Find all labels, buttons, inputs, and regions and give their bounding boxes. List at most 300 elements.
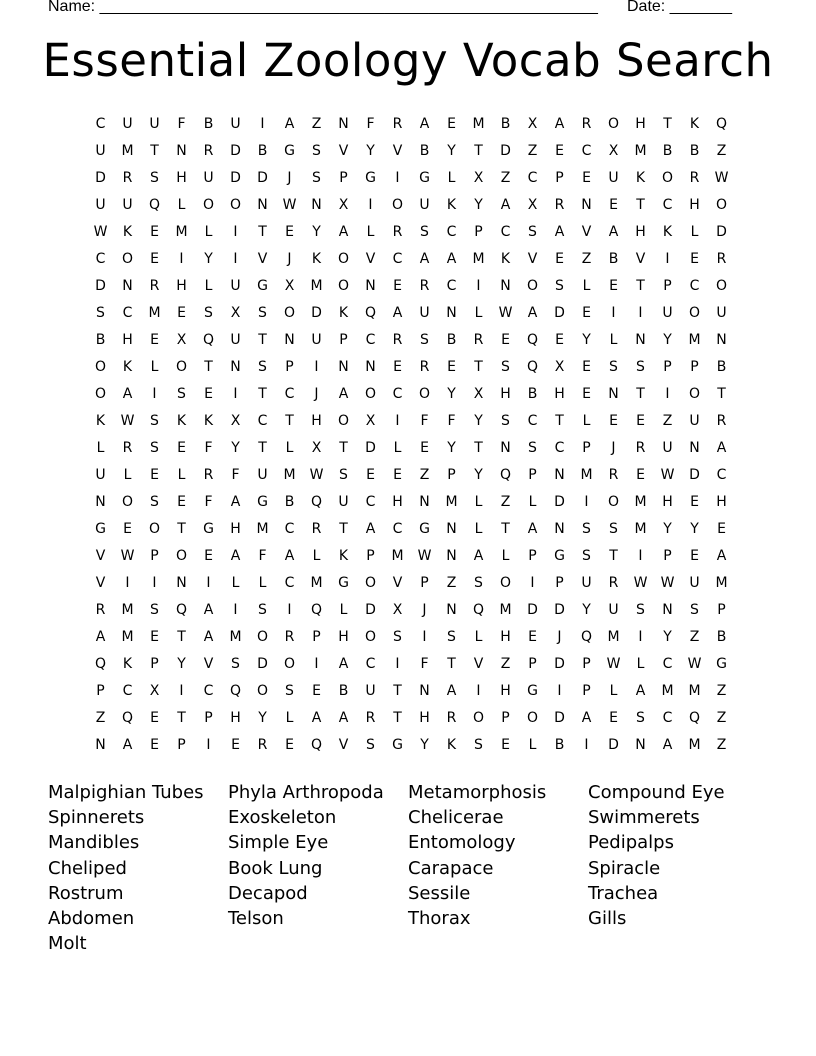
grid-letter: R bbox=[149, 278, 160, 294]
grid-letter: P bbox=[204, 710, 213, 726]
grid-letter: O bbox=[607, 494, 620, 510]
grid-letter: T bbox=[177, 710, 186, 726]
grid-letter: D bbox=[554, 710, 565, 726]
grid-letter: Q bbox=[526, 332, 539, 348]
grid-letter: P bbox=[663, 278, 672, 294]
grid-letter: A bbox=[95, 629, 106, 645]
grid-letter: O bbox=[256, 683, 269, 699]
grid-letter: E bbox=[501, 737, 510, 753]
grid-letter: A bbox=[203, 602, 214, 618]
grid-letter: W bbox=[120, 413, 135, 429]
grid-letter: S bbox=[582, 521, 591, 537]
grid-letter: K bbox=[500, 251, 511, 267]
grid-letter: N bbox=[635, 332, 646, 348]
grid-letter: S bbox=[366, 737, 375, 753]
grid-letter: I bbox=[152, 386, 157, 402]
grid-letter: C bbox=[662, 197, 673, 213]
grid-letter: Z bbox=[716, 710, 727, 726]
grid-letter: A bbox=[500, 197, 511, 213]
grid-letter: U bbox=[662, 305, 673, 321]
grid-letter: B bbox=[446, 332, 457, 348]
grid-letter: R bbox=[608, 467, 619, 483]
grid-letter: S bbox=[420, 224, 429, 240]
word-list-item: Metamorphosis bbox=[408, 782, 547, 803]
grid-letter: H bbox=[500, 386, 511, 402]
grid-letter: N bbox=[446, 548, 457, 564]
grid-letter: Q bbox=[121, 710, 134, 726]
grid-letter: V bbox=[581, 224, 592, 240]
grid-letter: A bbox=[122, 737, 133, 753]
grid-letter: X bbox=[176, 332, 187, 348]
grid-letter: M bbox=[688, 737, 701, 753]
grid-letter: I bbox=[665, 251, 670, 267]
grid-letter: V bbox=[95, 548, 106, 564]
grid-letter: T bbox=[663, 116, 672, 132]
grid-letter: E bbox=[528, 629, 537, 645]
grid-letter: N bbox=[554, 521, 565, 537]
grid-letter: P bbox=[582, 683, 591, 699]
grid-letter: E bbox=[204, 548, 213, 564]
grid-letter: S bbox=[312, 143, 321, 159]
grid-letter: W bbox=[660, 467, 675, 483]
grid-letter: F bbox=[231, 467, 240, 483]
grid-letter: P bbox=[555, 575, 564, 591]
grid-letter: H bbox=[122, 332, 133, 348]
grid-letter: C bbox=[527, 413, 538, 429]
grid-letter: C bbox=[203, 683, 214, 699]
grid-letter: V bbox=[473, 656, 484, 672]
grid-letter: Z bbox=[716, 683, 727, 699]
grid-letter: Z bbox=[500, 170, 511, 186]
grid-letter: S bbox=[609, 359, 618, 375]
grid-letter: S bbox=[258, 359, 267, 375]
grid-letter: T bbox=[177, 521, 186, 537]
grid-letter: W bbox=[93, 224, 108, 240]
grid-letter: L bbox=[177, 467, 186, 483]
grid-letter: K bbox=[95, 413, 106, 429]
grid-letter: T bbox=[339, 521, 348, 537]
grid-letter: N bbox=[95, 737, 106, 753]
grid-letter: E bbox=[555, 251, 564, 267]
grid-letter: I bbox=[638, 305, 643, 321]
grid-letter: I bbox=[260, 116, 265, 132]
grid-letter: W bbox=[714, 170, 729, 186]
grid-letter: Q bbox=[310, 494, 323, 510]
grid-letter: E bbox=[177, 440, 186, 456]
grid-letter: H bbox=[230, 521, 241, 537]
grid-letter: B bbox=[716, 629, 727, 645]
grid-letter: O bbox=[202, 197, 215, 213]
grid-letter: S bbox=[150, 170, 159, 186]
grid-letter: N bbox=[608, 386, 619, 402]
grid-letter: D bbox=[311, 305, 322, 321]
word-list-item: Telson bbox=[228, 908, 284, 929]
grid-letter: J bbox=[287, 251, 292, 267]
grid-letter: M bbox=[580, 467, 593, 483]
grid-letter: V bbox=[338, 143, 349, 159]
grid-letter: T bbox=[474, 440, 483, 456]
grid-letter: M bbox=[283, 467, 296, 483]
grid-letter: S bbox=[258, 602, 267, 618]
grid-letter: Z bbox=[527, 143, 538, 159]
grid-letter: A bbox=[419, 251, 430, 267]
grid-letter: B bbox=[608, 251, 619, 267]
grid-letter: X bbox=[284, 278, 295, 294]
grid-letter: C bbox=[365, 656, 376, 672]
grid-letter: J bbox=[314, 386, 319, 402]
grid-letter: U bbox=[230, 278, 241, 294]
grid-letter: O bbox=[121, 494, 134, 510]
grid-letter: L bbox=[393, 440, 402, 456]
grid-letter: K bbox=[311, 251, 322, 267]
grid-letter: V bbox=[392, 143, 403, 159]
letter-grid bbox=[87, 111, 735, 759]
grid-letter: I bbox=[233, 602, 238, 618]
grid-letter: L bbox=[177, 197, 186, 213]
grid-letter: Q bbox=[148, 197, 161, 213]
grid-letter: E bbox=[177, 305, 186, 321]
grid-letter: K bbox=[689, 116, 700, 132]
grid-letter: T bbox=[285, 413, 294, 429]
grid-letter: L bbox=[582, 413, 591, 429]
grid-letter: D bbox=[500, 143, 511, 159]
grid-letter: P bbox=[528, 467, 537, 483]
grid-letter: M bbox=[472, 251, 485, 267]
grid-letter: D bbox=[554, 656, 565, 672]
grid-letter: S bbox=[420, 332, 429, 348]
grid-letter: O bbox=[688, 386, 701, 402]
grid-letter: R bbox=[716, 251, 727, 267]
grid-letter: U bbox=[311, 332, 322, 348]
grid-letter: C bbox=[95, 251, 106, 267]
grid-letter: N bbox=[311, 197, 322, 213]
grid-letter: S bbox=[501, 359, 510, 375]
grid-letter: I bbox=[638, 629, 643, 645]
grid-letter: N bbox=[419, 683, 430, 699]
grid-letter: L bbox=[447, 170, 456, 186]
grid-letter: A bbox=[338, 224, 349, 240]
grid-letter: M bbox=[634, 521, 647, 537]
grid-letter: P bbox=[501, 710, 510, 726]
grid-letter: L bbox=[366, 224, 375, 240]
grid-letter: V bbox=[257, 251, 268, 267]
grid-letter: D bbox=[689, 467, 700, 483]
grid-letter: U bbox=[95, 143, 106, 159]
grid-letter: A bbox=[392, 305, 403, 321]
grid-letter: O bbox=[526, 278, 539, 294]
grid-letter: O bbox=[607, 116, 620, 132]
grid-letter: O bbox=[337, 251, 350, 267]
grid-letter: C bbox=[500, 224, 511, 240]
grid-letter: E bbox=[555, 143, 564, 159]
grid-letter: I bbox=[125, 575, 130, 591]
grid-letter: B bbox=[716, 359, 727, 375]
grid-letter: X bbox=[527, 116, 538, 132]
grid-letter: D bbox=[95, 170, 106, 186]
word-list-item: Trachea bbox=[588, 882, 659, 904]
grid-letter: S bbox=[312, 170, 321, 186]
grid-letter: G bbox=[716, 656, 727, 672]
grid-letter: S bbox=[582, 548, 591, 564]
grid-letter: D bbox=[716, 224, 727, 240]
grid-letter: S bbox=[285, 683, 294, 699]
grid-letter: I bbox=[314, 359, 319, 375]
grid-letter: I bbox=[179, 251, 184, 267]
grid-letter: A bbox=[635, 683, 646, 699]
grid-letter: L bbox=[609, 332, 618, 348]
grid-letter: M bbox=[256, 521, 269, 537]
grid-letter: R bbox=[365, 710, 376, 726]
grid-letter: E bbox=[582, 170, 591, 186]
grid-letter: N bbox=[446, 521, 457, 537]
grid-letter: O bbox=[688, 305, 701, 321]
grid-letter: S bbox=[177, 386, 186, 402]
grid-letter: E bbox=[177, 494, 186, 510]
grid-letter: S bbox=[150, 602, 159, 618]
grid-letter: L bbox=[474, 629, 483, 645]
grid-letter: O bbox=[715, 278, 728, 294]
grid-letter: L bbox=[582, 278, 591, 294]
grid-letter: E bbox=[555, 332, 564, 348]
grid-letter: I bbox=[233, 386, 238, 402]
grid-letter: M bbox=[499, 602, 512, 618]
grid-letter: E bbox=[582, 305, 591, 321]
grid-letter: S bbox=[636, 602, 645, 618]
grid-letter: I bbox=[530, 575, 535, 591]
grid-letter: E bbox=[366, 467, 375, 483]
grid-letter: M bbox=[310, 575, 323, 591]
grid-letter: F bbox=[177, 116, 186, 132]
word-list-item: Mandibles bbox=[48, 832, 140, 854]
grid-letter: T bbox=[609, 548, 618, 564]
grid-letter: G bbox=[284, 143, 295, 159]
grid-letter: R bbox=[608, 575, 619, 591]
grid-letter: X bbox=[392, 602, 403, 618]
grid-letter: I bbox=[584, 494, 589, 510]
grid-letter: Z bbox=[500, 656, 511, 672]
grid-letter: H bbox=[500, 629, 511, 645]
grid-letter: P bbox=[555, 170, 564, 186]
grid-letter: M bbox=[634, 143, 647, 159]
grid-letter: N bbox=[446, 305, 457, 321]
grid-letter: O bbox=[391, 197, 404, 213]
word-list-item: Malpighian Tubes bbox=[48, 782, 204, 803]
grid-letter: U bbox=[608, 170, 619, 186]
word-list-item: Swimmerets bbox=[588, 807, 700, 829]
grid-letter: Q bbox=[202, 332, 215, 348]
grid-letter: Z bbox=[500, 494, 511, 510]
grid-letter: C bbox=[446, 278, 457, 294]
grid-letter: H bbox=[230, 710, 241, 726]
grid-letter: F bbox=[366, 116, 375, 132]
grid-letter: U bbox=[122, 116, 133, 132]
grid-letter: N bbox=[500, 440, 511, 456]
grid-letter: Y bbox=[366, 143, 375, 159]
grid-letter: P bbox=[177, 737, 186, 753]
grid-letter: I bbox=[206, 575, 211, 591]
grid-letter: I bbox=[476, 683, 481, 699]
grid-letter: E bbox=[636, 413, 645, 429]
grid-letter: U bbox=[689, 575, 700, 591]
grid-letter: L bbox=[474, 305, 483, 321]
grid-letter: P bbox=[150, 656, 159, 672]
grid-letter: D bbox=[365, 602, 376, 618]
word-list-item: Phyla Arthropoda bbox=[228, 782, 384, 803]
word-list-item: Gills bbox=[588, 908, 627, 929]
grid-letter: L bbox=[636, 656, 645, 672]
grid-letter: Q bbox=[472, 602, 485, 618]
grid-letter: I bbox=[476, 278, 481, 294]
grid-letter: I bbox=[665, 386, 670, 402]
grid-letter: R bbox=[419, 278, 430, 294]
grid-letter: R bbox=[689, 170, 700, 186]
grid-letter: R bbox=[122, 440, 133, 456]
grid-letter: O bbox=[472, 710, 485, 726]
grid-letter: C bbox=[446, 224, 457, 240]
grid-letter: R bbox=[635, 440, 646, 456]
grid-letter: E bbox=[393, 278, 402, 294]
grid-letter: L bbox=[204, 224, 213, 240]
grid-letter: B bbox=[203, 116, 214, 132]
grid-letter: T bbox=[636, 386, 645, 402]
grid-letter: Q bbox=[229, 683, 242, 699]
grid-letter: V bbox=[635, 251, 646, 267]
grid-letter: K bbox=[122, 359, 133, 375]
grid-letter: D bbox=[554, 602, 565, 618]
grid-letter: G bbox=[95, 521, 106, 537]
grid-letter: N bbox=[365, 278, 376, 294]
grid-letter: C bbox=[662, 710, 673, 726]
grid-letter: E bbox=[231, 737, 240, 753]
grid-letter: H bbox=[662, 494, 673, 510]
grid-letter: L bbox=[123, 467, 132, 483]
grid-letter: Y bbox=[204, 251, 213, 267]
grid-letter: N bbox=[176, 143, 187, 159]
grid-letter: U bbox=[149, 116, 160, 132]
grid-letter: Z bbox=[419, 467, 430, 483]
grid-letter: F bbox=[258, 548, 267, 564]
grid-letter: B bbox=[662, 143, 673, 159]
grid-letter: M bbox=[121, 602, 134, 618]
word-list-item: Pedipalps bbox=[588, 832, 674, 854]
grid-letter: P bbox=[339, 170, 348, 186]
grid-letter: W bbox=[417, 548, 432, 564]
grid-letter: A bbox=[527, 521, 538, 537]
grid-letter: M bbox=[445, 494, 458, 510]
grid-letter: D bbox=[257, 170, 268, 186]
grid-letter: I bbox=[395, 656, 400, 672]
grid-letter: T bbox=[258, 224, 267, 240]
grid-letter: H bbox=[689, 197, 700, 213]
grid-letter: Z bbox=[662, 413, 673, 429]
grid-letter: R bbox=[257, 737, 268, 753]
grid-letter: A bbox=[446, 683, 457, 699]
grid-letter: Q bbox=[175, 602, 188, 618]
grid-letter: M bbox=[688, 332, 701, 348]
grid-letter: Z bbox=[311, 116, 322, 132]
grid-letter: O bbox=[229, 197, 242, 213]
grid-letter: S bbox=[393, 629, 402, 645]
grid-letter: S bbox=[96, 305, 105, 321]
grid-letter: O bbox=[337, 278, 350, 294]
grid-letter: A bbox=[122, 386, 133, 402]
grid-letter: S bbox=[528, 224, 537, 240]
grid-letter: L bbox=[339, 602, 348, 618]
grid-letter: U bbox=[689, 413, 700, 429]
grid-letter: B bbox=[527, 386, 538, 402]
grid-letter: V bbox=[95, 575, 106, 591]
grid-letter: I bbox=[422, 629, 427, 645]
grid-letter: U bbox=[122, 197, 133, 213]
grid-letter: X bbox=[149, 683, 160, 699]
grid-letter: T bbox=[447, 656, 456, 672]
grid-letter: Y bbox=[447, 143, 456, 159]
grid-letter: C bbox=[527, 170, 538, 186]
grid-letter: R bbox=[203, 143, 214, 159]
date-field-label: Date: _______ bbox=[627, 0, 732, 15]
grid-letter: W bbox=[498, 305, 513, 321]
grid-letter: E bbox=[150, 251, 159, 267]
grid-letter: T bbox=[339, 440, 348, 456]
grid-letter: C bbox=[95, 116, 106, 132]
grid-letter: H bbox=[311, 413, 322, 429]
grid-letter: X bbox=[608, 143, 619, 159]
grid-letter: R bbox=[581, 116, 592, 132]
grid-letter: P bbox=[150, 548, 159, 564]
grid-letter: F bbox=[204, 440, 213, 456]
grid-letter: U bbox=[716, 305, 727, 321]
grid-letter: U bbox=[608, 602, 619, 618]
grid-letter: U bbox=[95, 467, 106, 483]
grid-letter: E bbox=[150, 737, 159, 753]
grid-letter: N bbox=[230, 359, 241, 375]
grid-letter: L bbox=[528, 494, 537, 510]
grid-letter: P bbox=[717, 602, 726, 618]
grid-letter: O bbox=[283, 656, 296, 672]
grid-letter: P bbox=[339, 332, 348, 348]
grid-letter: R bbox=[392, 224, 403, 240]
grid-letter: R bbox=[554, 197, 565, 213]
grid-letter: B bbox=[338, 683, 349, 699]
grid-letter: N bbox=[284, 332, 295, 348]
word-list-item: Compound Eye bbox=[588, 782, 725, 803]
grid-letter: A bbox=[230, 548, 241, 564]
grid-letter: M bbox=[688, 683, 701, 699]
grid-letter: O bbox=[121, 251, 134, 267]
grid-letter: H bbox=[635, 116, 646, 132]
grid-letter: X bbox=[527, 197, 538, 213]
grid-letter: P bbox=[690, 359, 699, 375]
grid-letter: Q bbox=[499, 467, 512, 483]
grid-letter: E bbox=[690, 251, 699, 267]
grid-letter: P bbox=[528, 656, 537, 672]
grid-letter: L bbox=[690, 224, 699, 240]
word-list-item: Simple Eye bbox=[228, 832, 329, 854]
grid-letter: A bbox=[338, 656, 349, 672]
grid-letter: Z bbox=[95, 710, 106, 726]
grid-letter: K bbox=[203, 413, 214, 429]
grid-letter: E bbox=[609, 710, 618, 726]
grid-letter: N bbox=[446, 602, 457, 618]
grid-letter: W bbox=[309, 467, 324, 483]
grid-letter: R bbox=[446, 710, 457, 726]
grid-letter: I bbox=[611, 305, 616, 321]
grid-letter: V bbox=[392, 575, 403, 591]
grid-letter: U bbox=[365, 683, 376, 699]
grid-letter: O bbox=[418, 386, 431, 402]
grid-letter: T bbox=[258, 440, 267, 456]
grid-letter: N bbox=[581, 197, 592, 213]
